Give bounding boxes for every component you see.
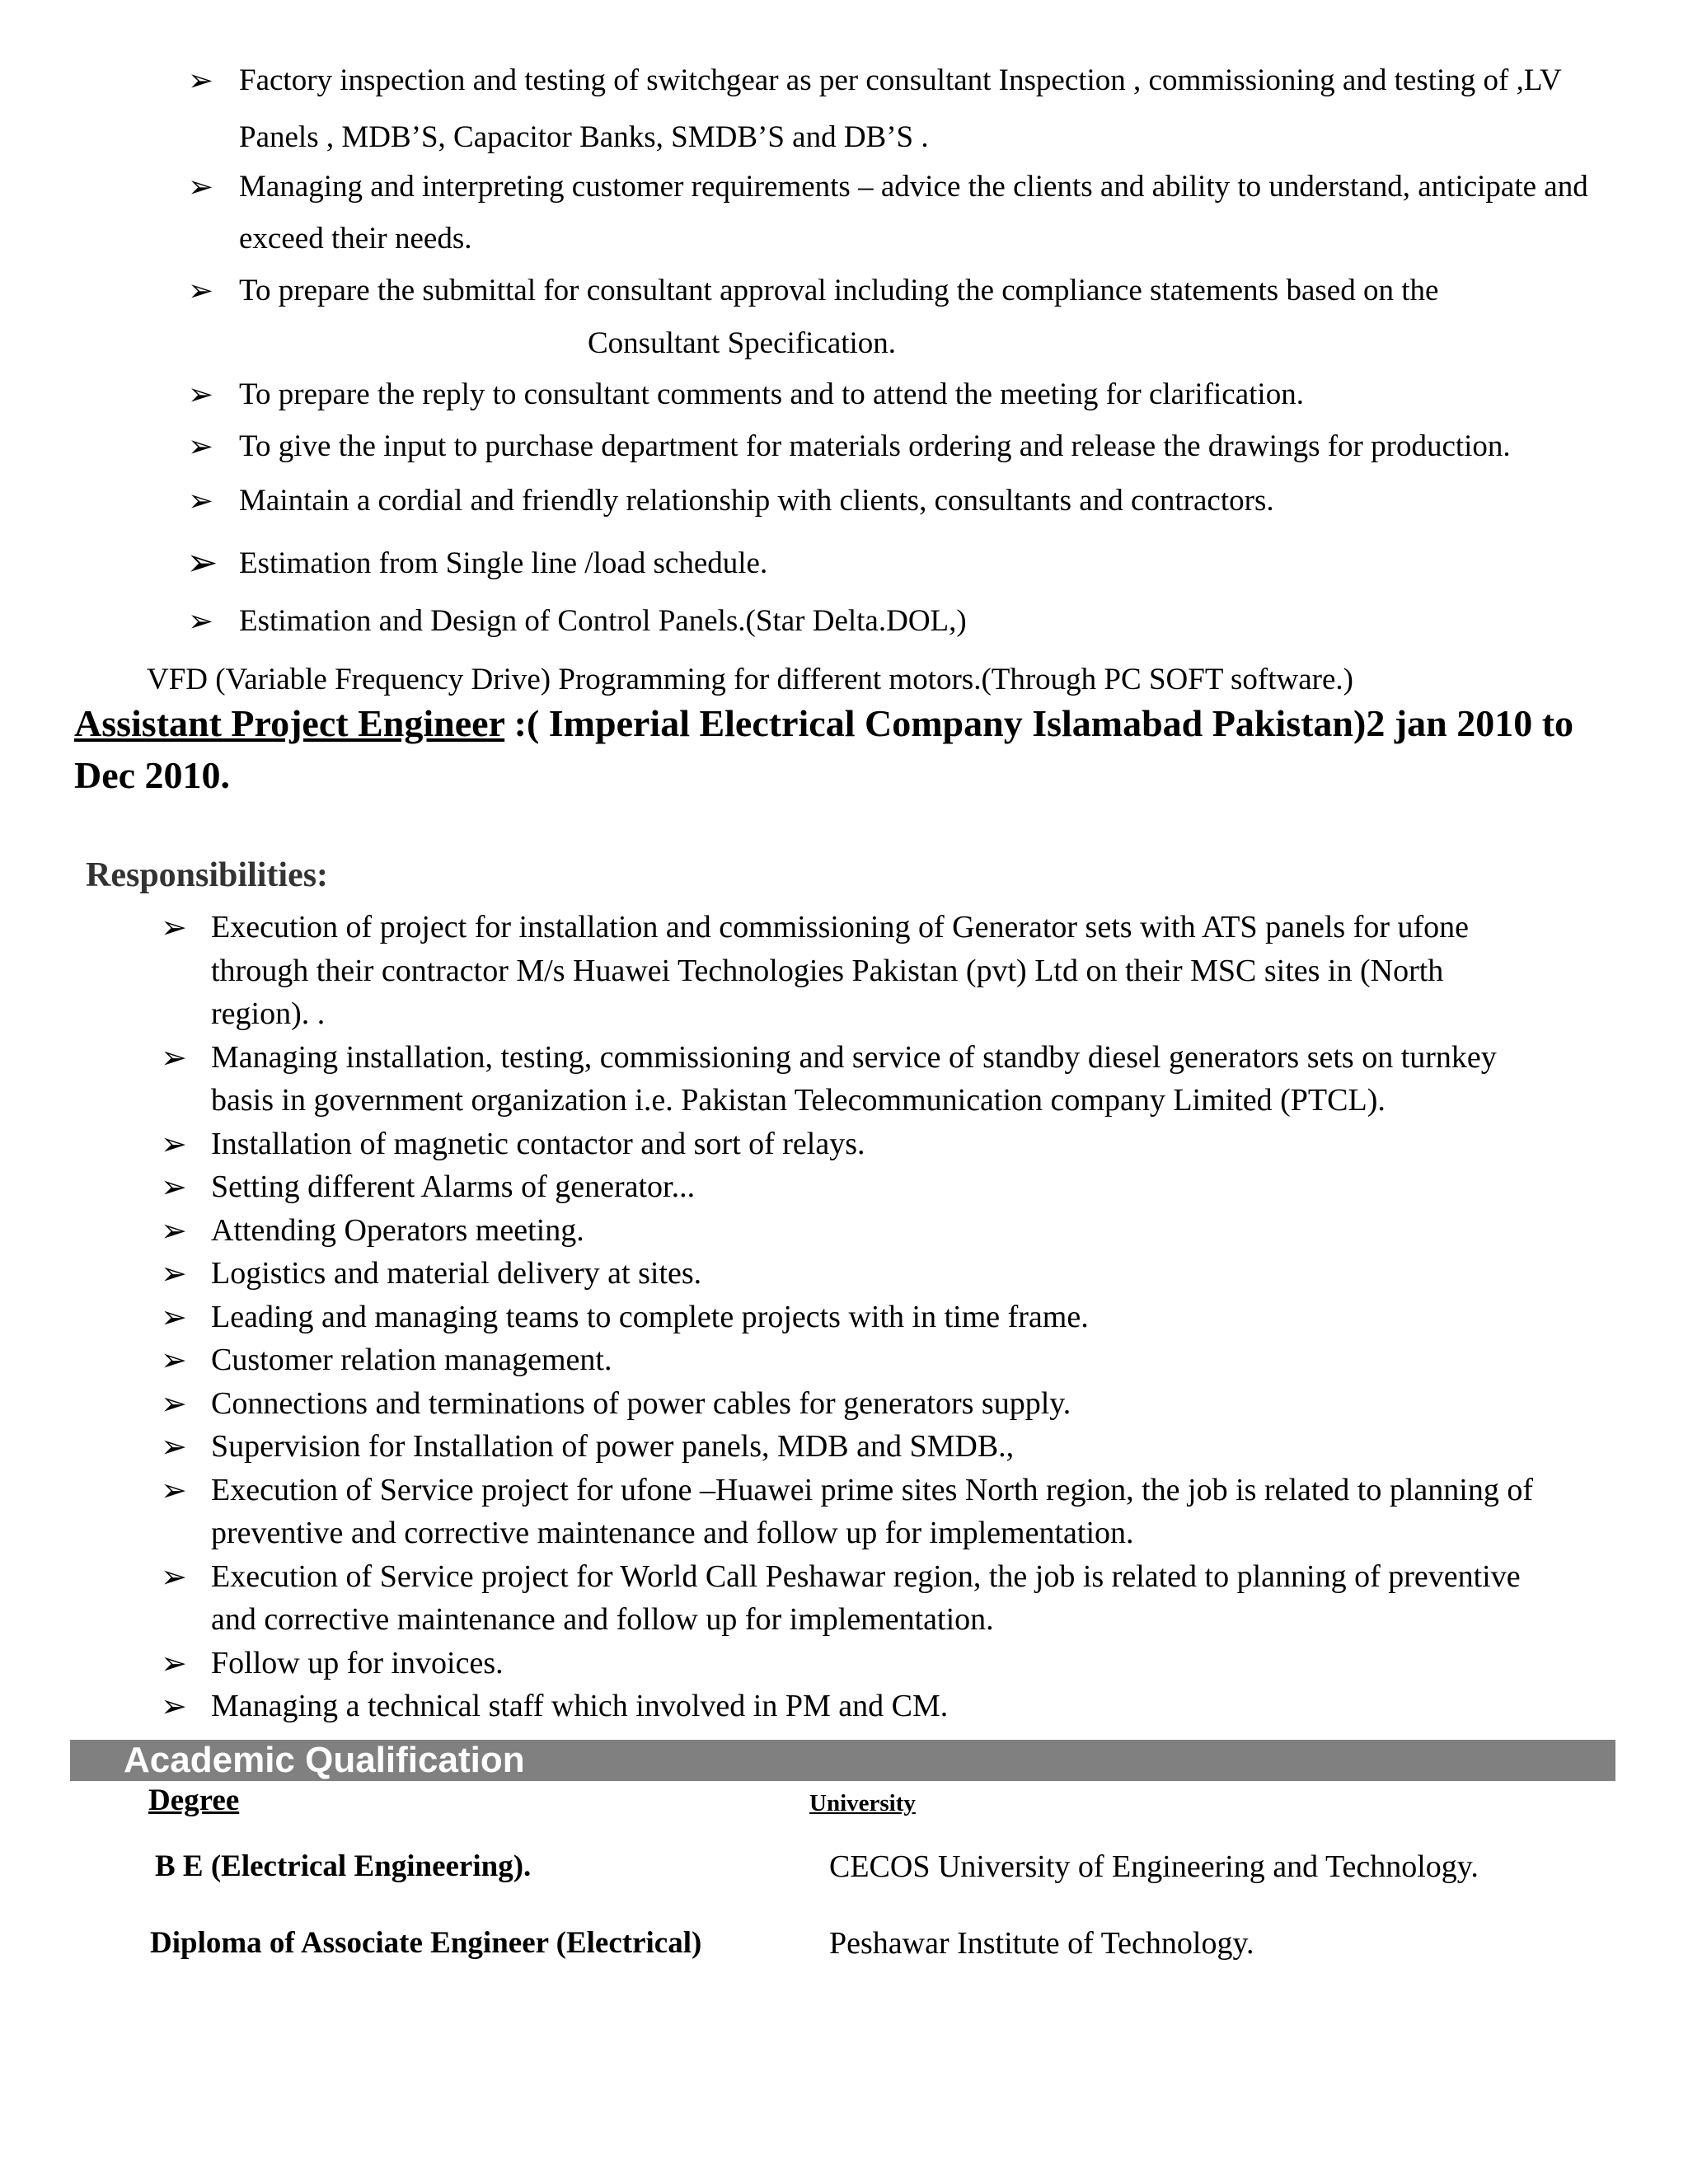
duty-line: Consultant Specification. bbox=[588, 326, 897, 360]
bullet-arrow-icon: ➢ bbox=[161, 1255, 187, 1291]
bullet-arrow-icon: ➢ bbox=[188, 483, 214, 518]
responsibility-line: Customer relation management. bbox=[211, 1343, 612, 1377]
duty-line: Estimation from Single line /load schedule. bbox=[239, 546, 768, 580]
responsibility-line: Connections and terminations of power cables for generators supply. bbox=[211, 1385, 1071, 1421]
responsibility-line: Execution of project for installation and commissioning of Generator sets with ATS panels for ufone bbox=[211, 910, 1469, 944]
duty-line: To prepare the submittal for consultant approval including the compliance statements based on the bbox=[239, 274, 1439, 307]
bullet-arrow-icon: ➢ bbox=[161, 1471, 187, 1508]
responsibility-line: Follow up for invoices. bbox=[211, 1645, 504, 1680]
university-cell: CECOS University of Engineering and Technology. bbox=[829, 1849, 1479, 1884]
duty-line: Panels , MDB’S, Capacitor Banks, SMDB’S and DB’S . bbox=[239, 120, 929, 154]
job-heading bbox=[74, 701, 1573, 745]
academic-section-title: Academic Qualification bbox=[124, 1740, 525, 1780]
responsibility-line: Supervision for Installation of power panels, MDB and SMDB., bbox=[211, 1429, 1015, 1464]
bullet-arrow-icon: ➢ bbox=[188, 169, 214, 204]
bullet-arrow-icon: ➢ bbox=[161, 1385, 187, 1422]
responsibility-line: region). . bbox=[211, 996, 326, 1031]
duty-line: Maintain a cordial and friendly relationship with clients, consultants and contractors. bbox=[239, 484, 1274, 518]
duty-line: To prepare the reply to consultant comments and to attend the meeting for clarification. bbox=[239, 377, 1304, 411]
duty-line: Factory inspection and testing of switchgear as per consultant Inspection , commissioning and testing of ,LV bbox=[239, 63, 1562, 97]
bullet-arrow-icon: ➢ bbox=[161, 1688, 187, 1724]
responsibility-line: basis in government organization i.e. Pakistan Telecommunication company Limited (PTCL). bbox=[211, 1083, 1386, 1118]
responsibility-line: Attending Operators meeting. bbox=[211, 1212, 584, 1248]
bullet-arrow-icon: ➢ bbox=[188, 273, 214, 308]
responsibility-line: Installation of magnetic contactor and sort of relays. bbox=[211, 1126, 865, 1161]
bullet-arrow-icon: ➢ bbox=[188, 429, 214, 464]
bullet-arrow-icon: ➢ bbox=[161, 1428, 187, 1465]
responsibility-line: Execution of Service project for World Call Peshawar region, the job is related to planning of preventive bbox=[211, 1558, 1521, 1594]
bullet-arrow-icon: ➢ bbox=[188, 377, 214, 412]
bullet-arrow-icon: ➢ bbox=[161, 1644, 187, 1681]
responsibility-line: Execution of Service project for ufone –Huawei prime sites North region, the job is related to planning of bbox=[211, 1472, 1533, 1507]
duty-line: Estimation and Design of Control Panels.(Star Delta.DOL,) bbox=[239, 604, 967, 638]
responsibility-line: through their contractor M/s Huawei Technologies Pakistan (pvt) Ltd on their MSC sites in (North bbox=[211, 953, 1444, 988]
vfd-line: VFD (Variable Frequency Drive) Programming for different motors.(Through PC SOFT software.) bbox=[147, 663, 1353, 696]
responsibility-line: Logistics and material delivery at sites. bbox=[211, 1256, 702, 1291]
duty-line: Managing and interpreting customer requirements – advice the clients and ability to understand, anticipate and bbox=[239, 170, 1588, 204]
job-employer: :( Imperial Electrical Company Islamabad Pakistan)2 jan 2010 to bbox=[504, 702, 1574, 744]
degree-cell: Diploma of Associate Engineer (Electrical) bbox=[150, 1926, 702, 1960]
bullet-arrow-icon: ➢ bbox=[186, 540, 218, 584]
academic-section-bar bbox=[70, 1740, 1615, 1781]
responsibilities-heading: Responsibilities: bbox=[86, 856, 329, 894]
bullet-arrow-icon: ➢ bbox=[188, 63, 214, 98]
bullet-arrow-icon: ➢ bbox=[161, 1125, 187, 1162]
responsibility-line: Managing installation, testing, commissioning and service of standby diesel generators sets on turnkey bbox=[211, 1039, 1497, 1075]
duty-line: exceed their needs. bbox=[239, 222, 472, 255]
responsibility-line: Managing a technical staff which involved in PM and CM. bbox=[211, 1689, 949, 1723]
bullet-arrow-icon: ➢ bbox=[161, 1558, 187, 1595]
degree-column-header: Degree bbox=[148, 1783, 240, 1817]
responsibility-line: Leading and managing teams to complete projects with in time frame. bbox=[211, 1299, 1089, 1334]
bullet-arrow-icon: ➢ bbox=[161, 1169, 187, 1205]
bullet-arrow-icon: ➢ bbox=[161, 1298, 187, 1335]
responsibility-line: Setting different Alarms of generator... bbox=[211, 1169, 696, 1204]
responsibility-line: preventive and corrective maintenance and follow up for implementation. bbox=[211, 1516, 1134, 1550]
duty-line: To give the input to purchase department for materials ordering and release the drawings for production. bbox=[239, 429, 1511, 463]
bullet-arrow-icon: ➢ bbox=[161, 1038, 187, 1076]
bullet-arrow-icon: ➢ bbox=[161, 909, 187, 945]
responsibility-line: and corrective maintenance and follow up for implementation. bbox=[211, 1602, 994, 1637]
job-title: Assistant Project Engineer bbox=[74, 702, 505, 744]
university-cell: Peshawar Institute of Technology. bbox=[829, 1926, 1254, 1961]
bullet-arrow-icon: ➢ bbox=[161, 1342, 187, 1378]
bullet-arrow-icon: ➢ bbox=[188, 603, 214, 639]
degree-cell: B E (Electrical Engineering). bbox=[155, 1849, 532, 1883]
bullet-arrow-icon: ➢ bbox=[161, 1212, 187, 1249]
job-dates: Dec 2010. bbox=[74, 754, 231, 796]
university-column-header: University bbox=[809, 1790, 916, 1816]
